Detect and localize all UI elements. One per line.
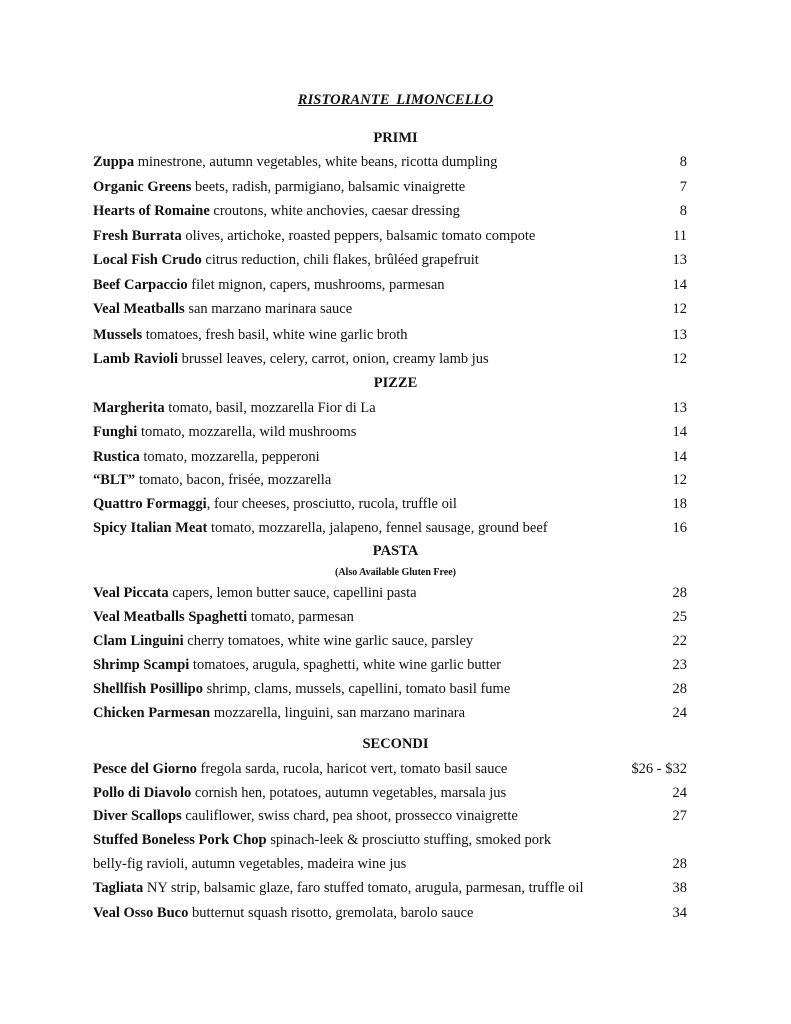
menu-item <box>93 226 687 246</box>
item-description: cherry tomatoes, white wine garlic sauce, parsley <box>183 633 474 649</box>
item-price: 25 <box>672 609 687 625</box>
item-name: Chicken Parmesan <box>93 705 211 721</box>
item-description: belly-fig ravioli, autumn vegetables, madeira wine jus <box>93 856 407 872</box>
item-name: Margherita <box>93 400 165 416</box>
menu-item <box>93 806 687 826</box>
item-name: Diver Scallops <box>93 808 182 824</box>
item-description: tomato, basil, mozzarella Fior di La <box>164 400 376 416</box>
item-description: spinach-leek & prosciutto stuffing, smoked pork <box>266 832 552 848</box>
item-description: cauliflower, swiss chard, pea shoot, prossecco vinaigrette <box>181 808 518 824</box>
menu-item <box>93 759 687 779</box>
item-price: 14 <box>672 449 687 465</box>
item-description: olives, artichoke, roasted peppers, balsamic tomato compote <box>181 228 536 244</box>
item-name: Organic Greens <box>93 179 192 195</box>
item-description: citrus reduction, chili flakes, brûléed grapefruit <box>201 252 479 268</box>
item-price: 27 <box>672 808 687 824</box>
item-description: tomato, parmesan <box>247 609 354 625</box>
item-description: tomatoes, arugula, spaghetti, white wine garlic butter <box>189 657 501 673</box>
item-name: Funghi <box>93 424 138 440</box>
item-name: Quattro Formaggi <box>93 496 207 512</box>
menu-item <box>93 703 687 723</box>
menu-item <box>93 177 687 197</box>
item-name: Rustica <box>93 449 140 465</box>
item-price: 24 <box>672 705 687 721</box>
item-price: 8 <box>679 203 687 219</box>
item-name: Shellfish Posillipo <box>93 681 203 697</box>
item-description: filet mignon, capers, mushrooms, parmesan <box>187 277 445 293</box>
restaurant-title: RISTORANTE LIMONCELLO <box>297 92 494 108</box>
item-description: butternut squash risotto, gremolata, barolo sauce <box>188 905 474 921</box>
menu-item <box>93 830 687 850</box>
item-name: Veal Meatballs <box>93 301 185 317</box>
item-name: Veal Osso Buco <box>93 905 189 921</box>
item-name: Spicy Italian Meat <box>93 520 208 536</box>
item-price: 23 <box>672 657 687 673</box>
item-name: Veal Piccata <box>93 585 169 601</box>
menu-item <box>93 878 687 898</box>
menu-item <box>93 422 687 442</box>
item-name: Hearts of Romaine <box>93 203 210 219</box>
item-price: 12 <box>672 351 687 367</box>
menu-item <box>93 655 687 675</box>
item-price: 13 <box>672 400 687 416</box>
item-description: croutons, white anchovies, caesar dressing <box>209 203 460 219</box>
item-description: brussel leaves, celery, carrot, onion, creamy lamb jus <box>178 351 489 367</box>
menu-item <box>93 679 687 699</box>
item-name: Clam Linguini <box>93 633 184 649</box>
item-description: tomato, mozzarella, pepperoni <box>139 449 320 465</box>
item-name: “BLT” <box>93 472 136 488</box>
item-name: Local Fish Crudo <box>93 252 202 268</box>
item-name: Beef Carpaccio <box>93 277 188 293</box>
item-name: Veal Meatballs Spaghetti <box>93 609 248 625</box>
item-price: 34 <box>672 905 687 921</box>
item-description: minestrone, autumn vegetables, white beans, ricotta dumpling <box>134 154 498 170</box>
menu-item <box>93 325 687 345</box>
item-name: Shrimp Scampi <box>93 657 190 673</box>
item-price: 12 <box>672 472 687 488</box>
item-description: fregola sarda, rucola, haricot vert, tomato basil sauce <box>196 761 508 777</box>
item-price: 24 <box>672 785 687 801</box>
item-description: tomato, mozzarella, jalapeno, fennel sausage, ground beef <box>207 520 548 536</box>
item-name: Stuffed Boneless Pork Chop <box>93 832 267 848</box>
item-name: Pollo di Diavolo <box>93 785 192 801</box>
menu-item <box>93 201 687 221</box>
item-description: tomato, bacon, frisée, mozzarella <box>135 472 332 488</box>
item-description: tomatoes, fresh basil, white wine garlic broth <box>142 327 408 343</box>
item-description: cornish hen, potatoes, autumn vegetables, marsala jus <box>191 785 507 801</box>
section-heading-primi: PRIMI <box>373 130 418 146</box>
menu-item <box>93 631 687 651</box>
item-price: 16 <box>672 520 687 536</box>
item-price: 13 <box>672 252 687 268</box>
item-price: 38 <box>672 880 687 896</box>
section-heading-secondi: SECONDI <box>362 736 429 752</box>
menu-item <box>93 583 687 603</box>
item-price: 14 <box>672 277 687 293</box>
item-name: Tagliata <box>93 880 144 896</box>
menu-item <box>93 299 687 319</box>
item-name: Mussels <box>93 327 143 343</box>
section-heading-pizze: PIZZE <box>373 375 418 391</box>
menu-item <box>93 783 687 803</box>
item-description: NY strip, balsamic glaze, faro stuffed tomato, arugula, parmesan, truffle oil <box>143 880 584 896</box>
item-description: , four cheeses, prosciutto, rucola, truffle oil <box>206 496 457 512</box>
menu-item <box>93 250 687 270</box>
item-description: mozzarella, linguini, san marzano marinara <box>210 705 466 721</box>
item-price: $26 - $32 <box>631 761 687 777</box>
item-price: 28 <box>672 681 687 697</box>
menu-item <box>93 398 687 418</box>
item-price: 13 <box>672 327 687 343</box>
menu-item <box>93 494 687 514</box>
menu-item <box>93 518 687 538</box>
item-price: 28 <box>672 856 687 872</box>
item-name: Fresh Burrata <box>93 228 182 244</box>
gluten-free-note: (Also Available Gluten Free) <box>334 567 456 578</box>
item-description: shrimp, clams, mussels, capellini, tomato basil fume <box>203 681 511 697</box>
item-price: 18 <box>672 496 687 512</box>
item-description: tomato, mozzarella, wild mushrooms <box>137 424 357 440</box>
menu-item <box>93 447 687 467</box>
item-name: Lamb Ravioli <box>93 351 178 367</box>
menu-item-continuation <box>93 854 687 874</box>
item-price: 22 <box>672 633 687 649</box>
menu-item <box>93 152 687 172</box>
item-description: capers, lemon butter sauce, capellini pasta <box>168 585 417 601</box>
item-description: san marzano marinara sauce <box>184 301 353 317</box>
item-price: 28 <box>672 585 687 601</box>
menu-item <box>93 607 687 627</box>
item-price: 8 <box>679 154 687 170</box>
section-heading-pasta: PASTA <box>372 543 419 559</box>
item-price: 14 <box>672 424 687 440</box>
item-description: beets, radish, parmigiano, balsamic vinaigrette <box>191 179 466 195</box>
menu-item <box>93 275 687 295</box>
item-name: Pesce del Giorno <box>93 761 197 777</box>
item-price: 11 <box>673 228 687 244</box>
item-name: Zuppa <box>93 154 135 170</box>
menu-item <box>93 349 687 369</box>
item-price: 12 <box>672 301 687 317</box>
menu-item <box>93 470 687 490</box>
menu-item <box>93 903 687 923</box>
item-price: 7 <box>679 179 687 195</box>
